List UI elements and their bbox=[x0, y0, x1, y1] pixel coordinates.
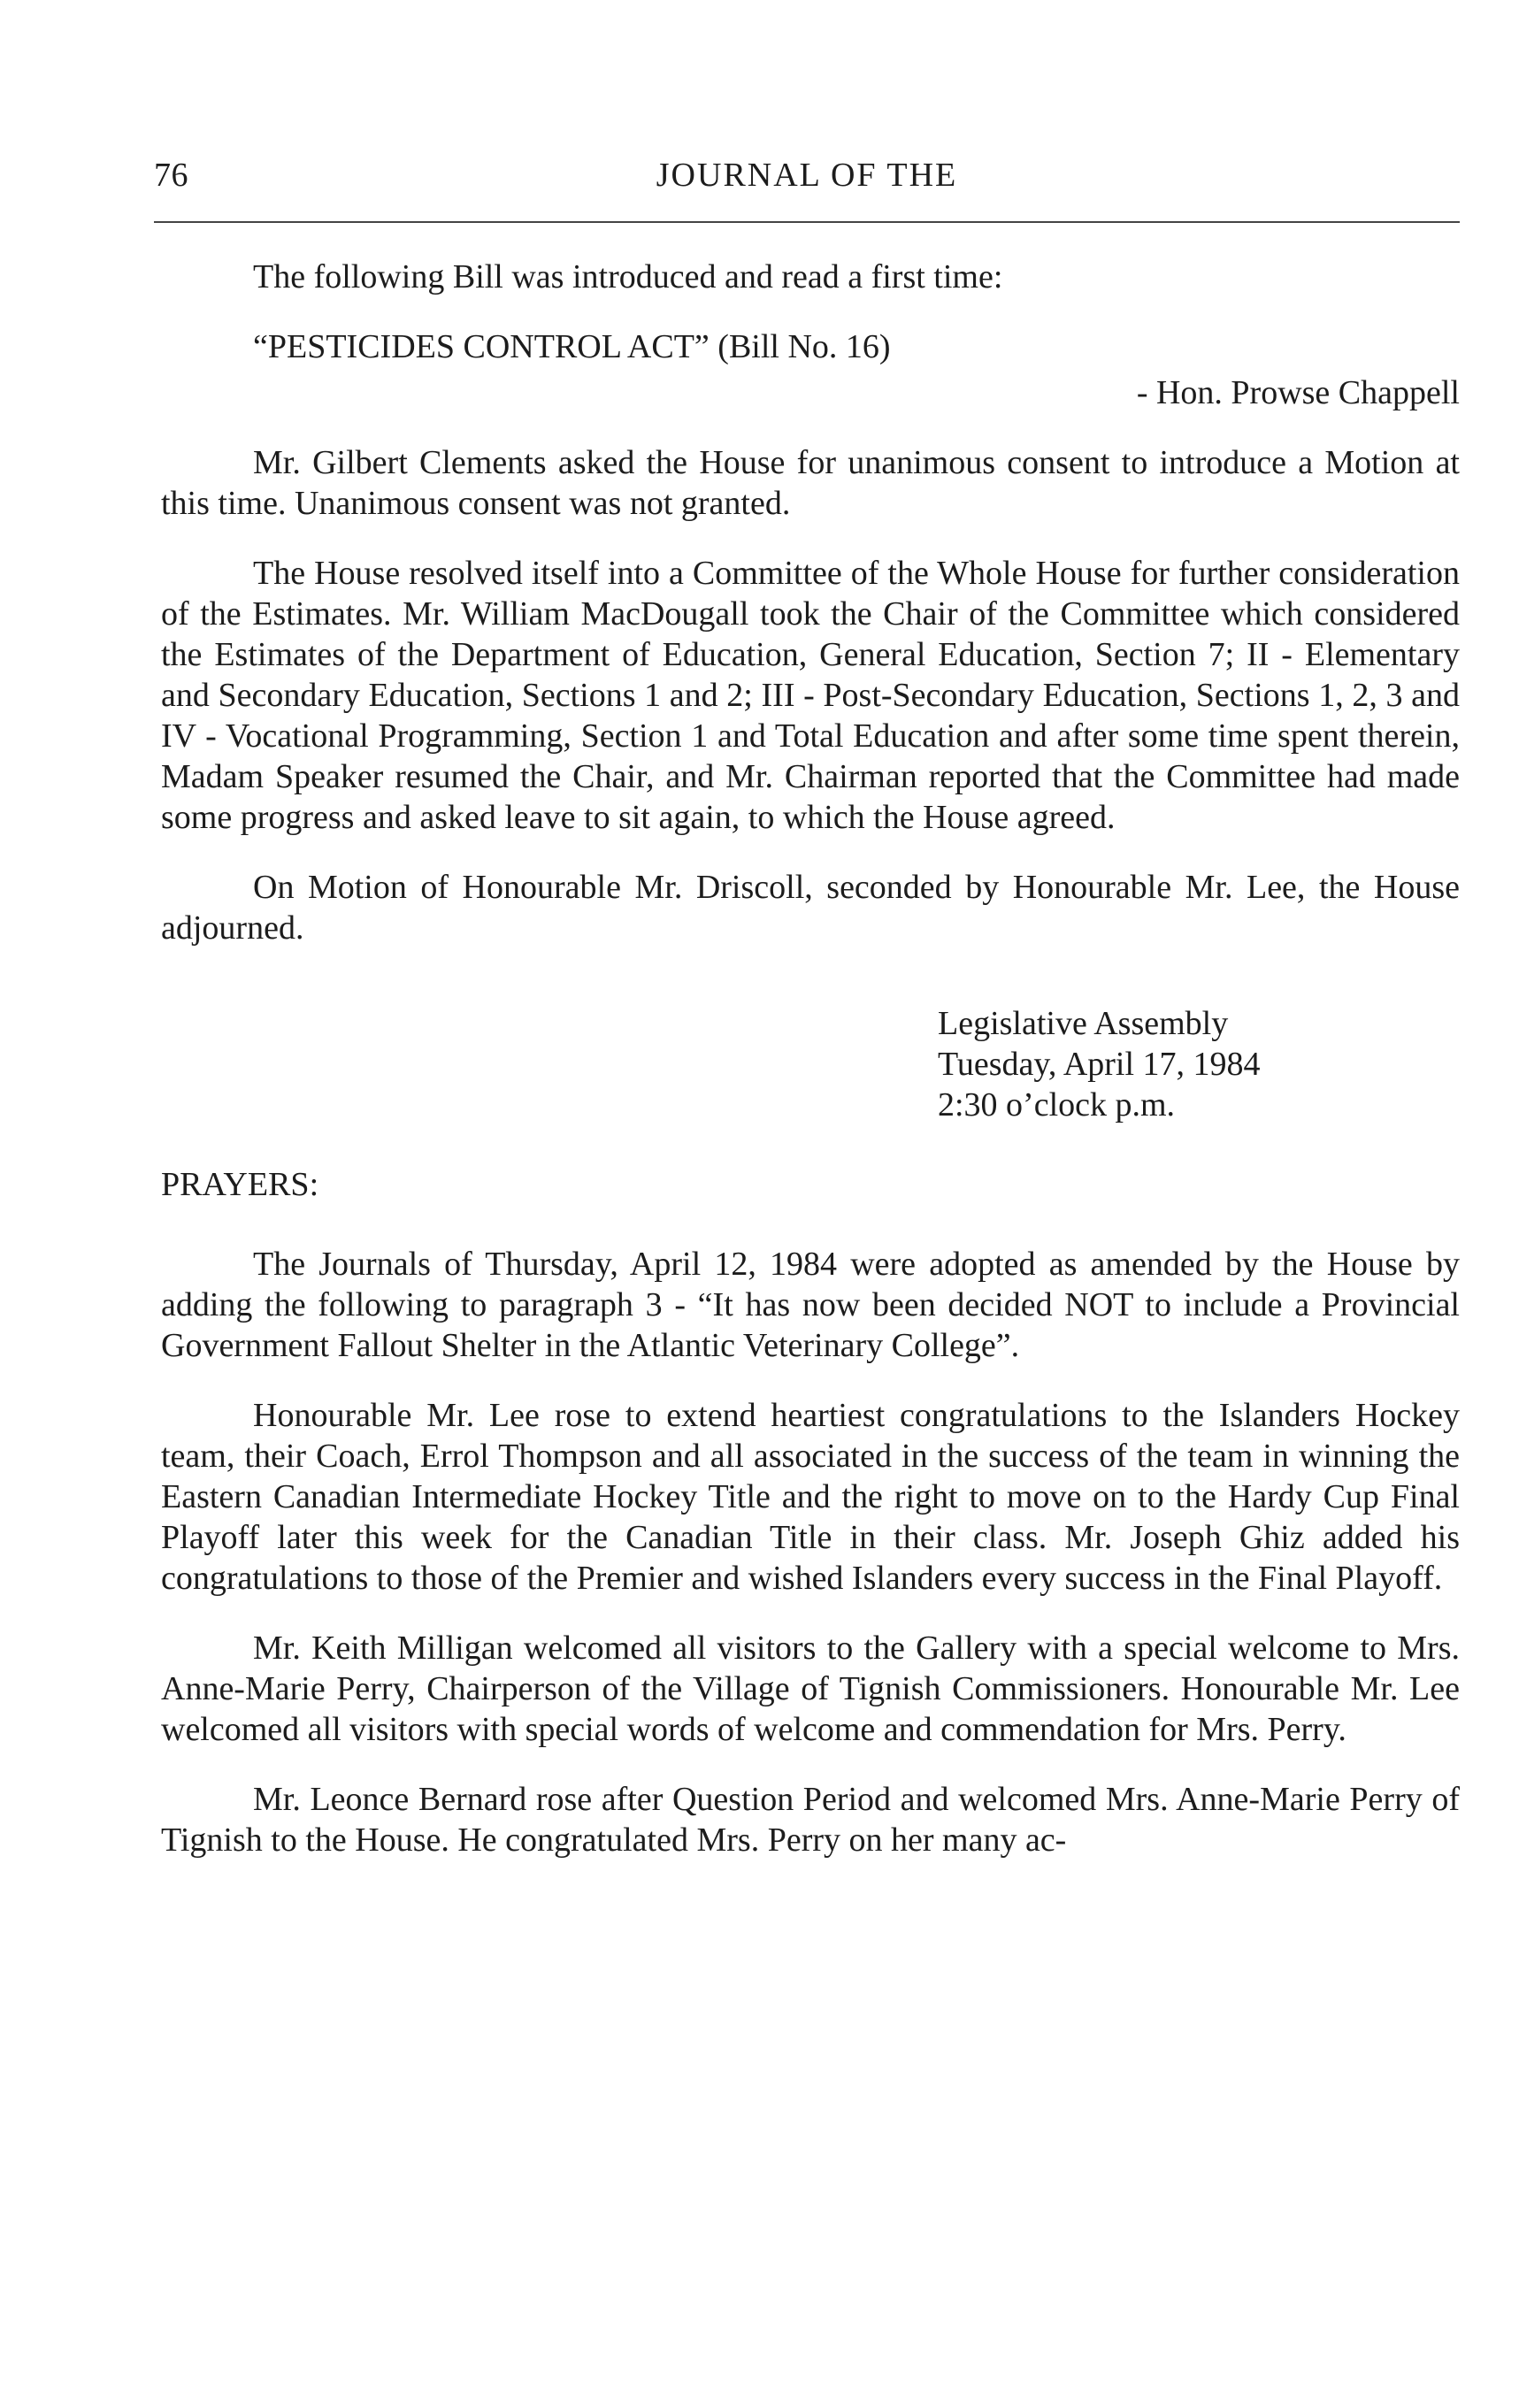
spacer bbox=[161, 1205, 1460, 1244]
spacer bbox=[161, 1599, 1460, 1628]
prayers-heading: PRAYERS: bbox=[161, 1166, 319, 1203]
spacer bbox=[161, 1366, 1460, 1395]
spacer bbox=[161, 1750, 1460, 1779]
spacer bbox=[161, 524, 1460, 553]
adjourn-paragraph: On Motion of Honourable Mr. Driscoll, seconded by Honourable Mr. Lee, the House adjourned. bbox=[161, 869, 1460, 947]
journals-paragraph: The Journals of Thursday, April 12, 1984 were adopted as amended by the House by adding the following to paragraph 3 - “It has now been decided NOT to include a Provincial Government Fallout Shelter in the Atlantic Veterinary College”. bbox=[161, 1246, 1460, 1364]
session-place: Legislative Assembly bbox=[938, 1005, 1229, 1042]
spacer bbox=[161, 413, 1460, 442]
bill-title: “PESTICIDES CONTROL ACT” (Bill No. 16) bbox=[253, 328, 891, 365]
spacer bbox=[161, 297, 1460, 326]
page-number: 76 bbox=[154, 157, 188, 194]
consent-paragraph: Mr. Gilbert Clements asked the House for unanimous consent to introduce a Motion at this time. Unanimous consent was not granted. bbox=[161, 444, 1460, 522]
spacer bbox=[161, 1125, 1460, 1164]
bernard-paragraph: Mr. Leonce Bernard rose after Question Period and welcomed Mrs. Anne-Marie Perry of Tignish to the House. He congratulated Mrs. Perry on her many ac- bbox=[161, 1781, 1460, 1859]
committee-paragraph: The House resolved itself into a Committee of the Whole House for further consideration of the Estimates. Mr. William MacDougall took the Chair of the Committee which considered the Estimates of the Department of Education, General Education, Section 7; II - Elementary and Secondary Education, Sections 1 and 2; III - Post-Secondary Education, Sections 1, 2, 3 and IV - Vocational Programming, Section 1 and Total Education and after some time spent therein, Madam Speaker resumed the Chair, and Mr. Chairman reported that the Committee had made some progress and asked leave to sit again, to which the House agreed. bbox=[161, 555, 1460, 836]
spacer bbox=[161, 948, 1460, 1003]
hockey-paragraph: Honourable Mr. Lee rose to extend heartiest congratulations to the Islanders Hockey team, their Coach, Errol Thompson and all associated in the success of the team in winning the Eastern Canadian Intermediate Hockey Title and the right to move on to the Hardy Cup Final Playoff later this week for the Canadian Title in their class. Mr. Joseph Ghiz added his congratulations to those of the Premier and wished Islanders every success in the Final Playoff. bbox=[161, 1397, 1460, 1597]
header-rule bbox=[154, 221, 1460, 223]
session-date: Tuesday, April 17, 1984 bbox=[938, 1046, 1261, 1083]
spacer bbox=[161, 838, 1460, 867]
page-header bbox=[154, 149, 1460, 202]
session-block bbox=[161, 1003, 1460, 1125]
session-time: 2:30 o’clock p.m. bbox=[938, 1086, 1176, 1123]
page-body bbox=[161, 257, 1460, 1860]
bill-intro: The following Bill was introduced and read a first time: bbox=[253, 258, 1003, 295]
running-title: JOURNAL OF THE bbox=[656, 157, 958, 194]
bill-sponsor: - Hon. Prowse Chappell bbox=[1136, 374, 1460, 411]
visitors-paragraph: Mr. Keith Milligan welcomed all visitors to the Gallery with a special welcome to Mrs. Anne-Marie Perry, Chairperson of the Village of Tignish Commissioners. Honourable Mr. Lee welcomed all visitors with special words of welcome and commendation for Mrs. Perry. bbox=[161, 1630, 1460, 1748]
